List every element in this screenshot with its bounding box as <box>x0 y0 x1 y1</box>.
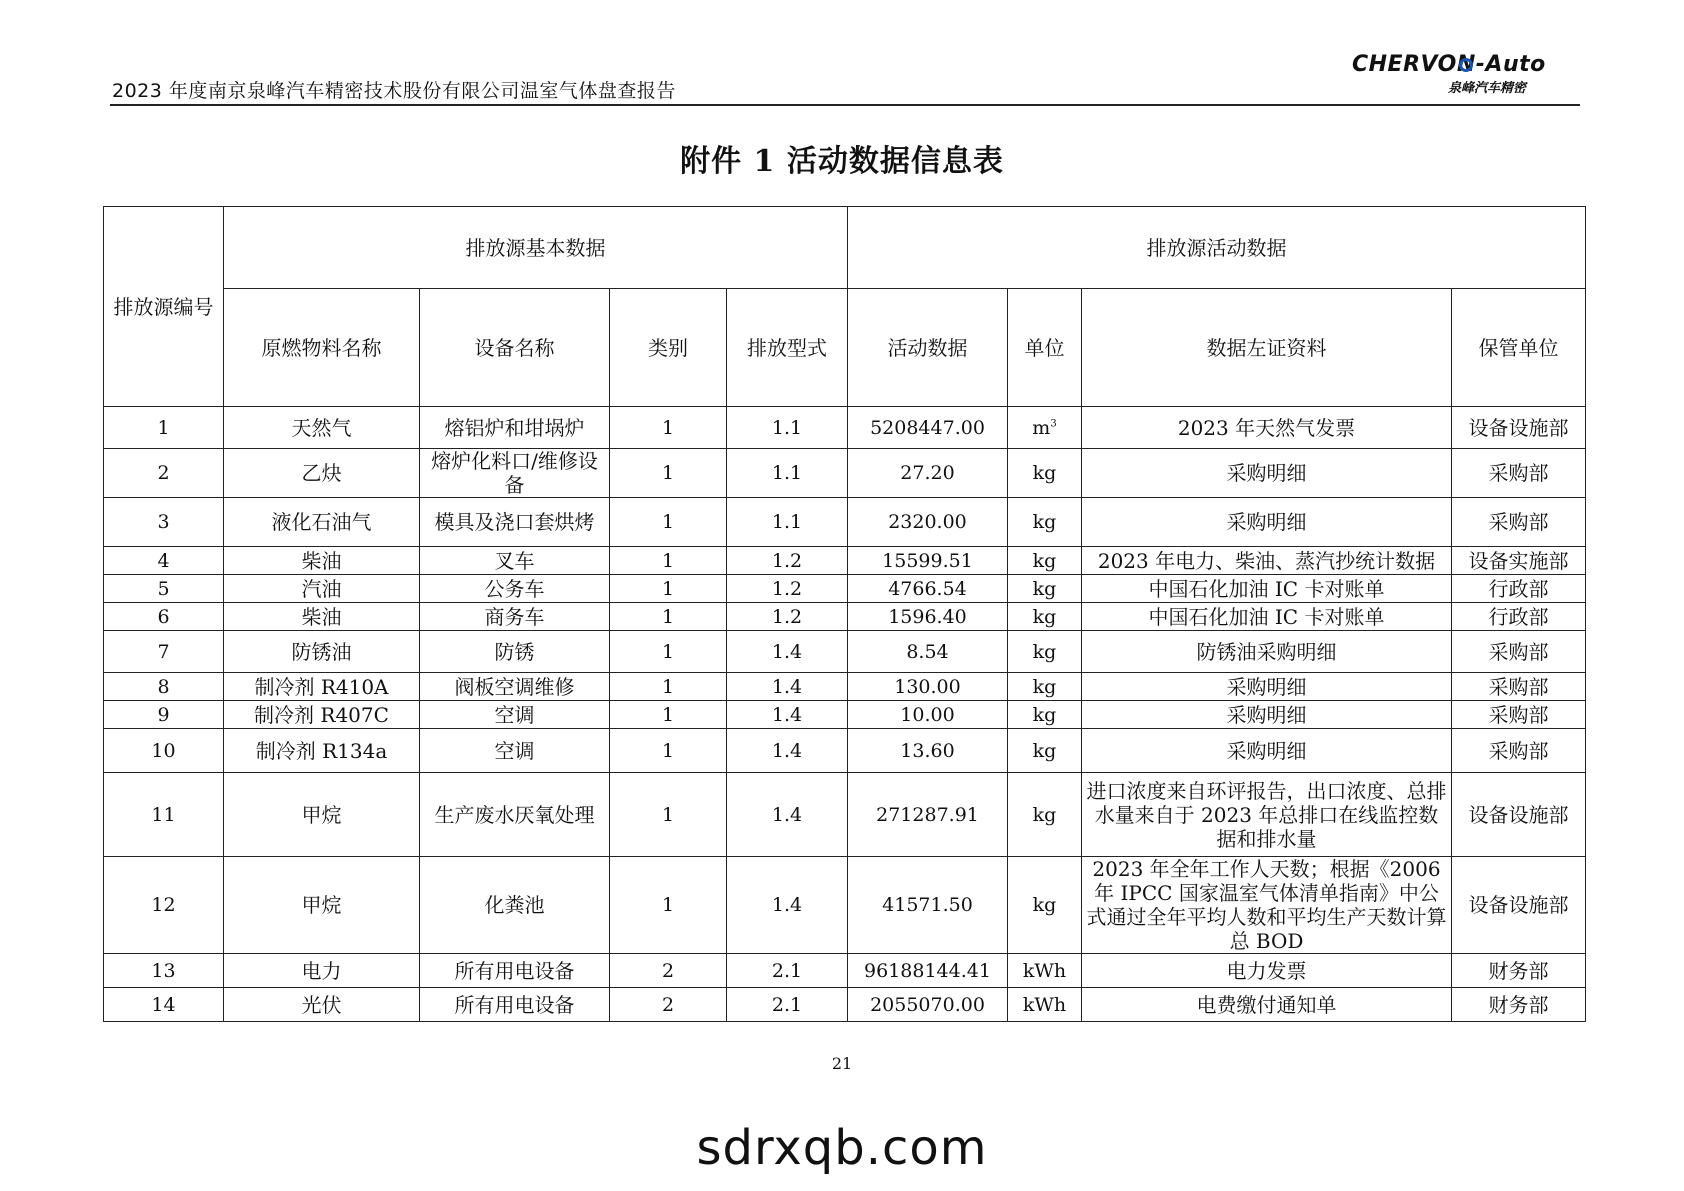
table-row <box>104 673 1586 701</box>
row-id-text: 2 <box>157 462 170 484</box>
cell-material <box>224 773 420 857</box>
cell-evidence-text: 中国石化加油 IC 卡对账单 <box>1148 576 1385 601</box>
cell-material-text: 乙炔 <box>301 461 342 485</box>
cell-evidence <box>1082 729 1452 773</box>
cell-category-text: 1 <box>661 605 675 628</box>
cell-device-text: 所有用电设备 <box>454 992 575 1017</box>
cell-unit <box>1008 498 1082 547</box>
cell-category <box>610 631 727 673</box>
cell-category-text: 1 <box>661 462 675 484</box>
cell-evidence-text: 防锈油采购明细 <box>1196 639 1337 664</box>
cell-device-text: 阀板空调维修 <box>454 674 575 699</box>
cell-material-text: 制冷剂 R134a <box>255 738 388 763</box>
cell-device-text: 所有用电设备 <box>454 958 575 983</box>
cell-activity-text: 41571.50 <box>882 894 973 916</box>
cell-emission-type-text: 1.2 <box>771 549 803 572</box>
cell-material <box>224 498 420 547</box>
cell-unit-text: kg <box>1032 739 1057 762</box>
row-id <box>104 449 224 498</box>
cell-device <box>420 449 610 498</box>
table-row <box>104 729 1586 773</box>
cell-emission-type-text: 1.1 <box>771 416 803 439</box>
cell-activity-text: 8.54 <box>906 640 949 663</box>
cell-emission-type <box>727 547 848 575</box>
cell-custodian-text: 设备设施部 <box>1468 893 1569 917</box>
cell-custodian-text: 财务部 <box>1488 958 1549 983</box>
cell-material <box>224 547 420 575</box>
cell-category <box>610 407 727 449</box>
cell-category-text: 1 <box>661 416 675 439</box>
cell-category <box>610 449 727 498</box>
cell-emission-type <box>727 701 848 729</box>
cell-category-text: 1 <box>661 894 675 916</box>
cell-unit-text: kg <box>1032 640 1057 663</box>
row-id-text: 1 <box>157 416 170 439</box>
col-header-custodian: 保管单位 <box>1452 289 1586 407</box>
cell-material-text: 汽油 <box>301 576 342 601</box>
cell-emission-type <box>727 729 848 773</box>
cell-emission-type <box>727 631 848 673</box>
cell-device <box>420 547 610 575</box>
cell-material <box>224 603 420 631</box>
cell-material <box>224 407 420 449</box>
cell-unit-text: kg <box>1032 549 1057 572</box>
cell-custodian-text: 行政部 <box>1488 604 1549 629</box>
col-header-evidence: 数据左证资料 <box>1082 289 1452 407</box>
cell-category-text: 1 <box>661 675 675 698</box>
cell-activity-text: 5208447.00 <box>870 416 985 439</box>
row-id-text: 6 <box>157 605 170 628</box>
cell-activity <box>848 673 1008 701</box>
cell-custodian-text: 采购部 <box>1488 510 1549 534</box>
cell-emission-type <box>727 449 848 498</box>
cell-unit-text: kWh <box>1022 993 1067 1016</box>
cell-evidence-text: 2023 年电力、柴油、蒸汽抄统计数据 <box>1097 548 1436 573</box>
cell-device <box>420 631 610 673</box>
row-id <box>104 547 224 575</box>
cell-activity-text: 271287.91 <box>876 803 979 826</box>
cell-custodian <box>1452 673 1586 701</box>
cell-activity-text: 10.00 <box>900 703 955 726</box>
cell-emission-type-text: 1.4 <box>771 739 803 762</box>
cell-evidence <box>1082 449 1452 498</box>
cell-device <box>420 407 610 449</box>
header-report-title: 2023 年度南京泉峰汽车精密技术股份有限公司温室气体盘查报告 <box>112 80 676 102</box>
cell-device-text: 叉车 <box>494 548 535 573</box>
cell-activity <box>848 954 1008 988</box>
cell-emission-type <box>727 954 848 988</box>
col-header-material: 原燃物料名称 <box>224 289 420 407</box>
cell-device-text: 商务车 <box>484 604 545 629</box>
header-rule <box>110 104 1580 106</box>
cell-category-text: 1 <box>661 577 675 600</box>
row-id-text: 13 <box>151 959 176 982</box>
cell-device <box>420 954 610 988</box>
cell-emission-type <box>727 575 848 603</box>
document-title: 附件 1 活动数据信息表 <box>680 144 1004 179</box>
cell-evidence <box>1082 547 1452 575</box>
cell-evidence-text: 中国石化加油 IC 卡对账单 <box>1148 604 1385 629</box>
cell-category <box>610 673 727 701</box>
cell-custodian-text: 采购部 <box>1488 461 1549 485</box>
cell-emission-type-text: 1.1 <box>771 462 803 484</box>
cell-evidence <box>1082 575 1452 603</box>
cell-emission-type <box>727 773 848 857</box>
cell-material-text: 柴油 <box>301 604 342 629</box>
cell-category-text: 1 <box>661 511 675 533</box>
cell-material <box>224 575 420 603</box>
cell-evidence <box>1082 407 1452 449</box>
cell-evidence <box>1082 701 1452 729</box>
row-id-text: 14 <box>151 993 176 1016</box>
row-id-text: 7 <box>157 640 170 663</box>
table-row <box>104 498 1586 547</box>
cell-unit <box>1008 954 1082 988</box>
cell-evidence-text: 采购明细 <box>1226 674 1307 699</box>
cell-custodian-text: 行政部 <box>1488 576 1549 601</box>
row-id <box>104 729 224 773</box>
logo-ring-icon <box>1459 58 1473 72</box>
cell-custodian <box>1452 449 1586 498</box>
table-row <box>104 407 1586 449</box>
cell-device-text: 熔铝炉和坩埚炉 <box>444 415 585 440</box>
cell-unit-text: kg <box>1032 511 1057 533</box>
cell-custodian <box>1452 603 1586 631</box>
cell-category <box>610 603 727 631</box>
cell-material <box>224 988 420 1022</box>
table-row <box>104 449 1586 498</box>
cell-activity <box>848 773 1008 857</box>
table-row <box>104 857 1586 954</box>
table-row <box>104 603 1586 631</box>
cell-activity-text: 130.00 <box>894 675 961 698</box>
cell-custodian <box>1452 954 1586 988</box>
cell-evidence <box>1082 631 1452 673</box>
row-id-text: 9 <box>157 703 170 726</box>
cell-material-text: 制冷剂 R407C <box>254 702 389 727</box>
cell-unit <box>1008 701 1082 729</box>
cell-evidence-text: 2023 年全年工作人天数；根据《2006 年 IPCC 国家温室气体清单指南》中公式通过全年平均人数和平均生产天数计算总 BOD <box>1086 857 1447 953</box>
cell-custodian <box>1452 773 1586 857</box>
cell-material-text: 天然气 <box>291 415 352 440</box>
cell-activity <box>848 631 1008 673</box>
cell-evidence-text: 采购明细 <box>1226 738 1307 763</box>
cell-evidence <box>1082 857 1452 954</box>
cell-material <box>224 449 420 498</box>
col-header-category: 类别 <box>610 289 727 407</box>
cell-category-text: 1 <box>661 703 675 726</box>
cell-material-text: 甲烷 <box>301 802 342 827</box>
row-id-text: 8 <box>157 675 170 698</box>
cell-evidence-text: 采购明细 <box>1226 461 1307 485</box>
cell-unit <box>1008 407 1082 449</box>
cell-activity-text: 13.60 <box>900 739 955 762</box>
cell-activity <box>848 407 1008 449</box>
col-header-emission-type: 排放型式 <box>727 289 848 407</box>
table-row <box>104 631 1586 673</box>
cell-device <box>420 729 610 773</box>
cell-custodian-text: 采购部 <box>1488 702 1549 727</box>
cell-activity <box>848 575 1008 603</box>
cell-custodian-text: 采购部 <box>1488 738 1549 763</box>
cell-custodian-text: 设备实施部 <box>1468 548 1569 573</box>
cell-category <box>610 729 727 773</box>
cell-category <box>610 954 727 988</box>
row-id <box>104 575 224 603</box>
cell-unit-text: kg <box>1032 894 1057 916</box>
cell-emission-type-text: 1.1 <box>771 511 803 533</box>
cell-evidence-text: 电费缴付通知单 <box>1196 992 1337 1017</box>
cell-custodian <box>1452 631 1586 673</box>
cell-emission-type <box>727 498 848 547</box>
cell-activity <box>848 498 1008 547</box>
row-id-text: 4 <box>157 549 170 572</box>
cell-activity-text: 27.20 <box>900 462 955 484</box>
cell-category-text: 1 <box>661 549 675 572</box>
cell-activity <box>848 857 1008 954</box>
cell-material-text: 柴油 <box>301 548 342 573</box>
cell-activity-text: 2055070.00 <box>870 993 985 1016</box>
cell-category <box>610 547 727 575</box>
cell-category <box>610 575 727 603</box>
unit-superscript: 3 <box>1050 418 1057 430</box>
col-header-activity: 活动数据 <box>848 289 1008 407</box>
cell-material <box>224 701 420 729</box>
row-id-text: 3 <box>157 511 170 533</box>
table-row <box>104 773 1586 857</box>
col-header-source-id: 排放源编号 <box>104 207 224 407</box>
cell-evidence-text: 电力发票 <box>1226 958 1307 983</box>
cell-unit-text: kg <box>1032 803 1057 826</box>
cell-evidence <box>1082 773 1452 857</box>
cell-category <box>610 701 727 729</box>
cell-material-text: 液化石油气 <box>271 510 372 534</box>
cell-unit-text: kg <box>1032 703 1057 726</box>
cell-unit <box>1008 603 1082 631</box>
cell-unit <box>1008 449 1082 498</box>
cell-category-text: 1 <box>661 640 675 663</box>
cell-evidence <box>1082 954 1452 988</box>
cell-unit-text: kWh <box>1022 959 1067 982</box>
cell-custodian <box>1452 547 1586 575</box>
table-row <box>104 575 1586 603</box>
cell-device <box>420 603 610 631</box>
cell-custodian <box>1452 701 1586 729</box>
cell-device-text: 公务车 <box>484 576 545 601</box>
table-row <box>104 954 1586 988</box>
row-id-text: 5 <box>157 577 170 600</box>
cell-emission-type-text: 2.1 <box>771 959 803 982</box>
row-id <box>104 954 224 988</box>
group-header-activity: 排放源活动数据 <box>848 207 1586 289</box>
row-id <box>104 701 224 729</box>
row-id <box>104 407 224 449</box>
cell-device <box>420 773 610 857</box>
row-id <box>104 631 224 673</box>
cell-device-text: 模具及浇口套烘烤 <box>434 510 595 534</box>
cell-activity <box>848 449 1008 498</box>
table-row <box>104 701 1586 729</box>
cell-emission-type-text: 1.4 <box>771 803 803 826</box>
cell-material <box>224 857 420 954</box>
cell-device <box>420 988 610 1022</box>
cell-evidence <box>1082 988 1452 1022</box>
cell-category-text: 2 <box>661 959 675 982</box>
cell-activity-text: 4766.54 <box>888 577 967 600</box>
row-id-text: 10 <box>151 739 176 762</box>
cell-unit <box>1008 729 1082 773</box>
cell-evidence-text: 采购明细 <box>1226 510 1307 534</box>
cell-emission-type <box>727 857 848 954</box>
cell-device-text: 防锈 <box>494 639 535 664</box>
cell-emission-type-text: 2.1 <box>771 993 803 1016</box>
cell-custodian-text: 采购部 <box>1488 674 1549 699</box>
cell-evidence-text: 采购明细 <box>1226 702 1307 727</box>
cell-custodian-text: 设备设施部 <box>1468 415 1569 440</box>
cell-activity <box>848 701 1008 729</box>
logo-subtext: 泉峰汽车精密 <box>1448 81 1527 96</box>
row-id <box>104 773 224 857</box>
cell-device <box>420 857 610 954</box>
cell-custodian <box>1452 407 1586 449</box>
cell-activity-text: 15599.51 <box>882 549 973 572</box>
cell-device <box>420 575 610 603</box>
group-header-basic: 排放源基本数据 <box>224 207 848 289</box>
cell-device-text: 化粪池 <box>484 893 545 917</box>
cell-emission-type-text: 1.4 <box>771 703 803 726</box>
cell-material <box>224 729 420 773</box>
cell-category-text: 1 <box>661 803 675 826</box>
cell-device-text: 空调 <box>494 702 535 727</box>
cell-unit-text: kg <box>1032 577 1057 600</box>
cell-unit <box>1008 547 1082 575</box>
row-id <box>104 857 224 954</box>
cell-custodian <box>1452 857 1586 954</box>
cell-emission-type-text: 1.4 <box>771 675 803 698</box>
cell-activity-text: 1596.40 <box>888 605 967 628</box>
cell-emission-type <box>727 988 848 1022</box>
cell-category-text: 1 <box>661 739 675 762</box>
cell-material-text: 光伏 <box>301 992 342 1017</box>
row-id-text: 12 <box>151 894 176 916</box>
cell-emission-type <box>727 673 848 701</box>
cell-emission-type <box>727 407 848 449</box>
cell-custodian <box>1452 988 1586 1022</box>
logo-text: CHERVON-Auto <box>1352 52 1546 77</box>
cell-emission-type-text: 1.2 <box>771 605 803 628</box>
cell-emission-type-text: 1.2 <box>771 577 803 600</box>
cell-unit <box>1008 773 1082 857</box>
cell-material-text: 电力 <box>301 958 342 983</box>
watermark: sdrxqb.com <box>696 1120 988 1176</box>
table-row <box>104 988 1586 1022</box>
cell-device-text: 熔炉化料口/维修设备 <box>431 449 598 497</box>
cell-device-text: 生产废水厌氧处理 <box>434 802 595 827</box>
cell-unit-text: kg <box>1032 605 1057 628</box>
cell-unit-text: kg <box>1032 462 1057 484</box>
cell-unit-text: kg <box>1032 675 1057 698</box>
cell-activity <box>848 988 1008 1022</box>
row-id <box>104 603 224 631</box>
cell-custodian <box>1452 575 1586 603</box>
cell-category <box>610 498 727 547</box>
cell-emission-type <box>727 603 848 631</box>
cell-unit <box>1008 857 1082 954</box>
table-row <box>104 547 1586 575</box>
cell-custodian-text: 财务部 <box>1488 992 1549 1017</box>
cell-evidence <box>1082 673 1452 701</box>
row-id <box>104 988 224 1022</box>
cell-activity-text: 96188144.41 <box>864 959 991 982</box>
cell-device <box>420 673 610 701</box>
cell-activity <box>848 729 1008 773</box>
col-header-unit: 单位 <box>1008 289 1082 407</box>
cell-material <box>224 954 420 988</box>
cell-evidence <box>1082 498 1452 547</box>
company-logo <box>1352 52 1552 94</box>
cell-device-text: 空调 <box>494 738 535 763</box>
cell-material-text: 防锈油 <box>291 639 352 664</box>
cell-custodian <box>1452 729 1586 773</box>
cell-custodian-text: 设备设施部 <box>1468 802 1569 827</box>
cell-evidence-text: 进口浓度来自环评报告，出口浓度、总排水量来自于 2023 年总排口在线监控数据和排水量 <box>1086 778 1447 851</box>
cell-emission-type-text: 1.4 <box>771 894 803 916</box>
activity-data-table <box>103 206 1586 1022</box>
cell-activity <box>848 547 1008 575</box>
cell-material <box>224 631 420 673</box>
cell-activity-text: 2320.00 <box>888 511 967 533</box>
page-number: 21 <box>831 1054 853 1073</box>
cell-category <box>610 857 727 954</box>
cell-device <box>420 701 610 729</box>
cell-custodian-text: 采购部 <box>1488 639 1549 664</box>
cell-emission-type-text: 1.4 <box>771 640 803 663</box>
cell-unit-text: m <box>1032 416 1051 439</box>
cell-unit <box>1008 631 1082 673</box>
cell-evidence-text: 2023 年天然气发票 <box>1177 415 1356 440</box>
row-id <box>104 673 224 701</box>
cell-material-text: 制冷剂 R410A <box>254 674 389 699</box>
cell-unit <box>1008 988 1082 1022</box>
cell-category <box>610 988 727 1022</box>
cell-material-text: 甲烷 <box>301 893 342 917</box>
cell-material <box>224 673 420 701</box>
cell-custodian <box>1452 498 1586 547</box>
cell-category <box>610 773 727 857</box>
col-header-device: 设备名称 <box>420 289 610 407</box>
row-id <box>104 498 224 547</box>
cell-category-text: 2 <box>661 993 675 1016</box>
row-id-text: 11 <box>151 803 176 826</box>
cell-evidence <box>1082 603 1452 631</box>
cell-unit <box>1008 673 1082 701</box>
cell-device <box>420 498 610 547</box>
cell-activity <box>848 603 1008 631</box>
cell-unit <box>1008 575 1082 603</box>
